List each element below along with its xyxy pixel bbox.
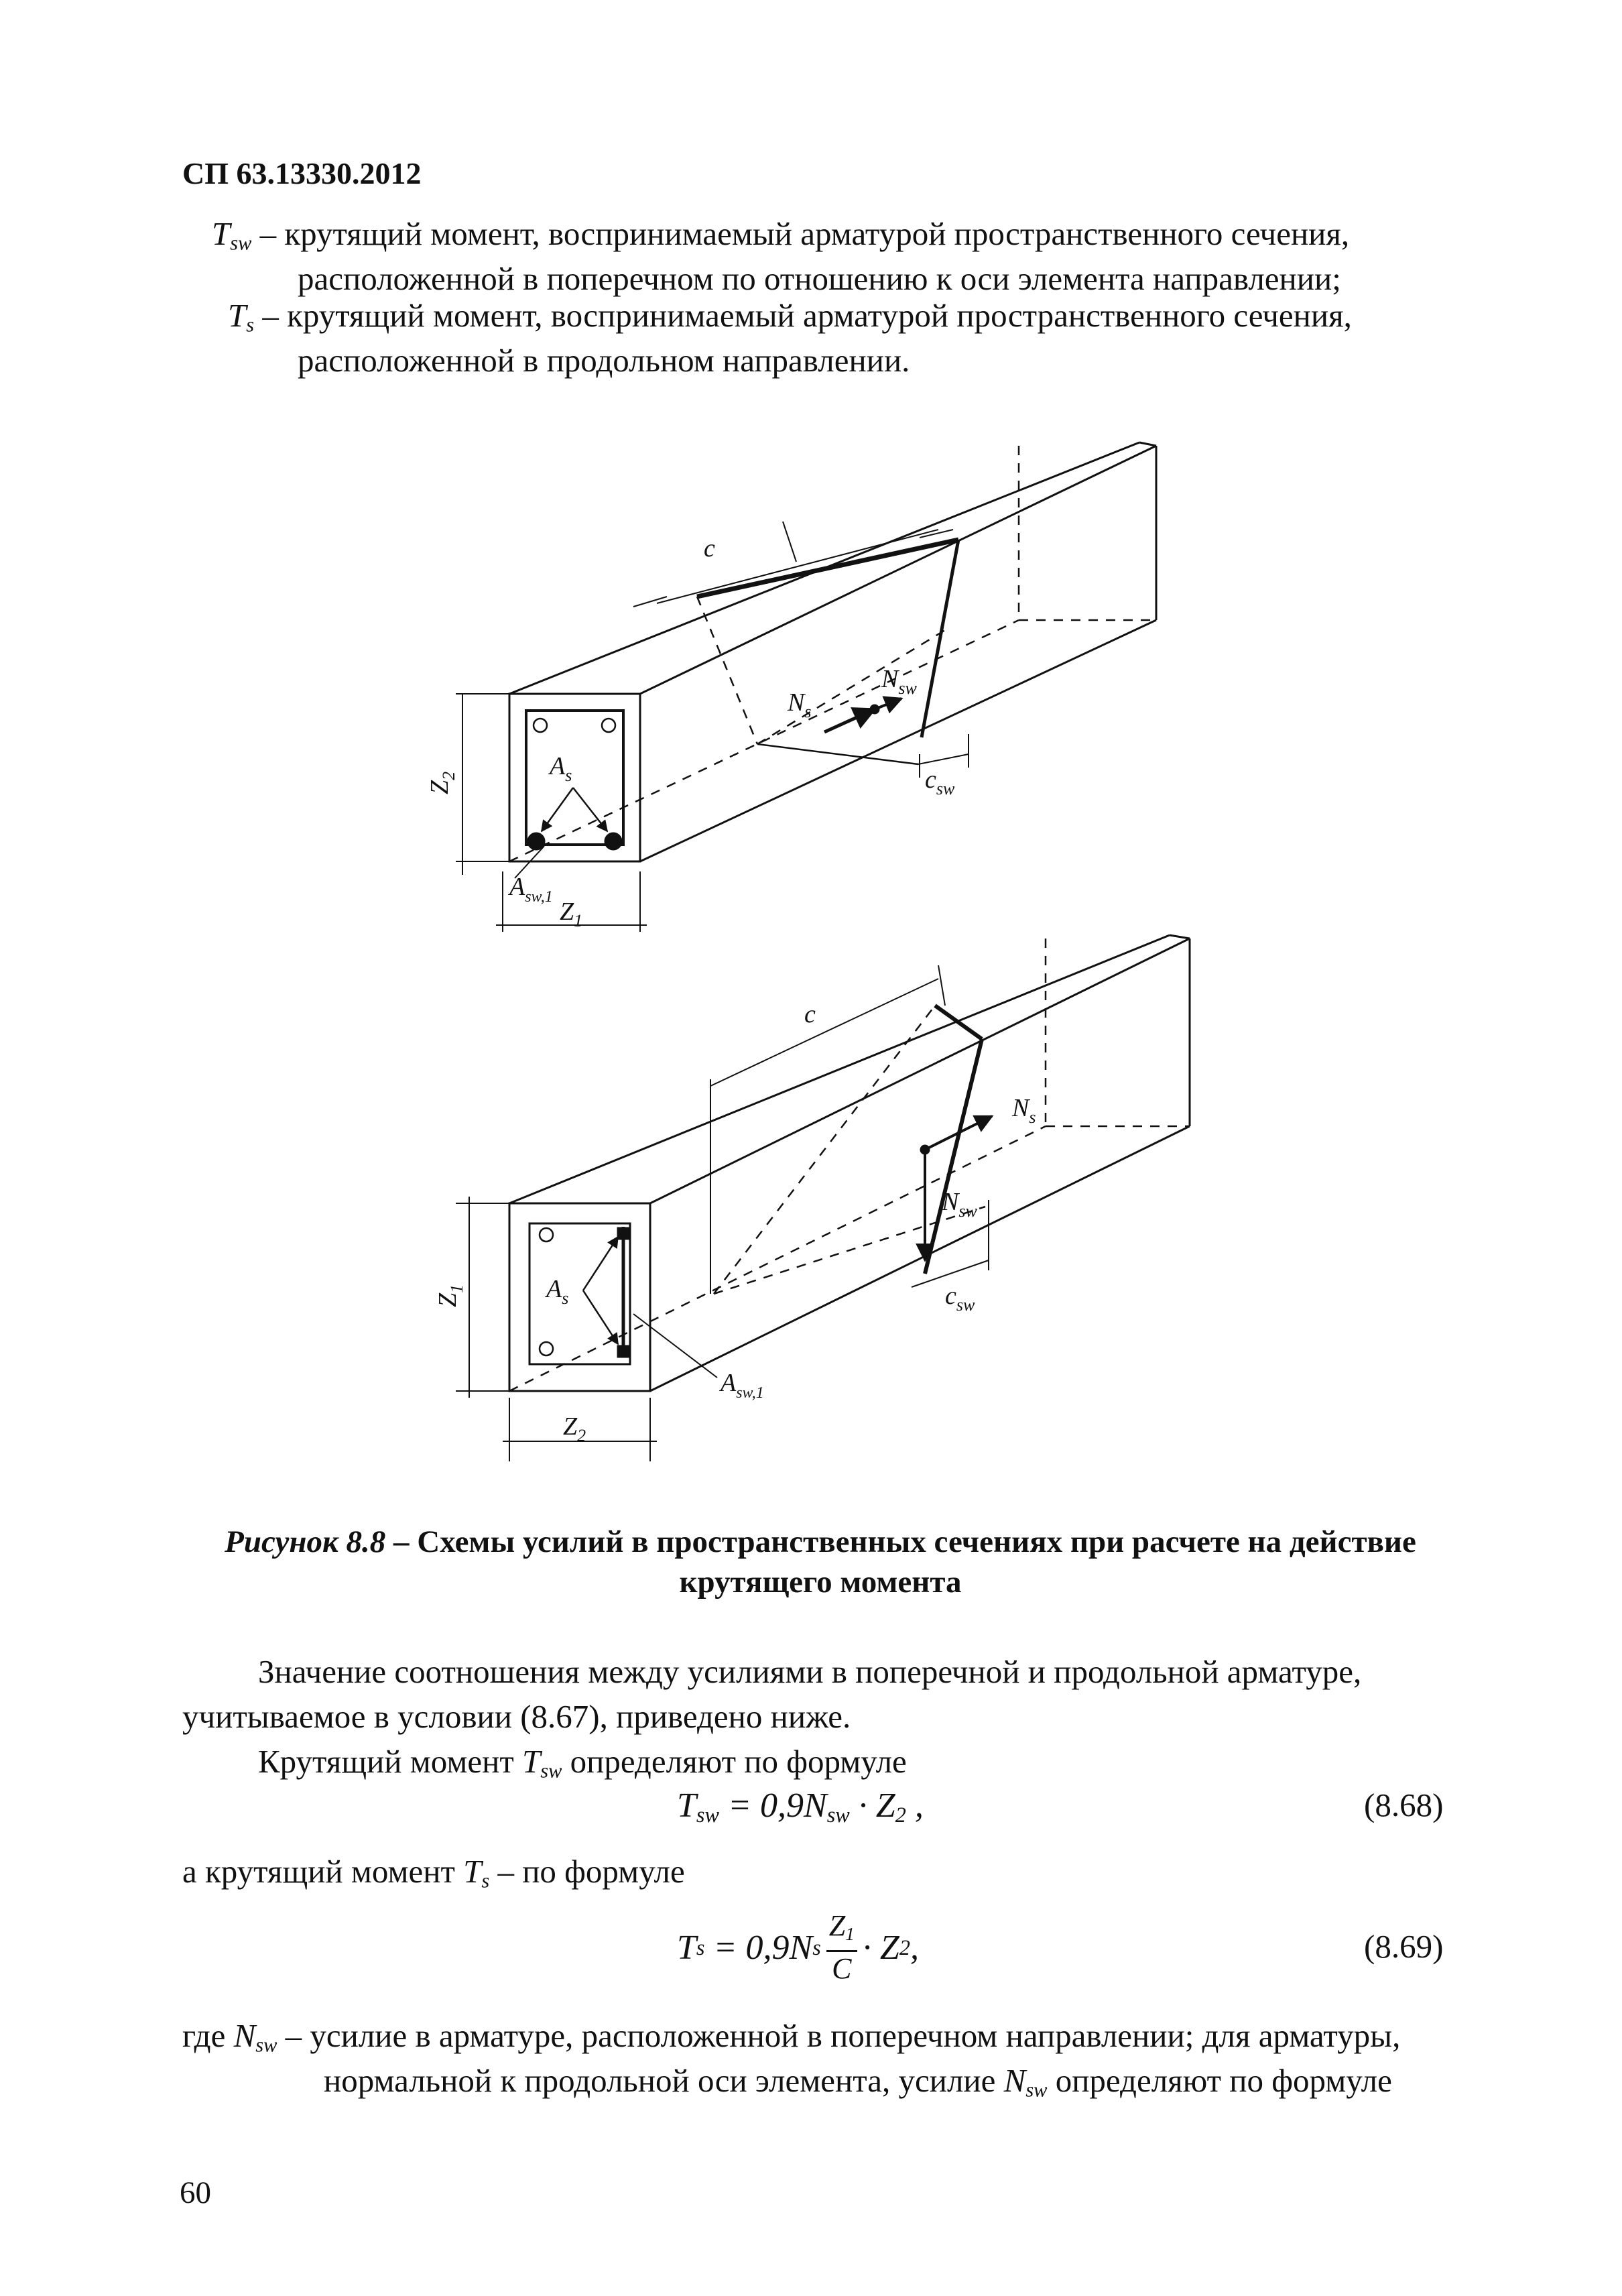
equation-8-69-fraction: $Z_1$ C xyxy=(826,1909,857,1986)
document-code-header: СП 63.13330.2012 xyxy=(182,156,422,190)
figure-caption xyxy=(182,1522,1458,1602)
paragraph-nsw-definition-line2: нормальной к продольной оси элемента, усилие $N_{sw}$ определяют по формуле xyxy=(324,2062,1392,2102)
bottom-label-csw: $c_{sw}$ xyxy=(945,1282,975,1315)
definition-ts-line2: расположенной в продольном направлении. xyxy=(298,342,910,379)
top-label-csw: $c_{sw}$ xyxy=(925,766,955,798)
bottom-label-nsw: $N_{sw}$ xyxy=(942,1188,977,1221)
top-label-nsw: $N_{sw}$ xyxy=(881,665,917,698)
figure-caption-line2: крутящего момента xyxy=(679,1565,962,1599)
figure-caption-label: Рисунок 8.8 xyxy=(225,1524,386,1559)
paragraph-nsw-definition: где $N_{sw}$ – усилие в арматуре, расположенной в поперечном направлении; для арматуры, xyxy=(182,2017,1401,2057)
figure-caption-line1: – Схемы усилий в пространственных сечениях при расчете на действие xyxy=(385,1524,1416,1559)
equation-8-69: T s = 0,9N s $Z_1$ C · Z 2 , xyxy=(677,1909,919,1986)
bottom-label-z2: $Z_2$ xyxy=(563,1412,586,1445)
top-label-asw1: $A_{sw,1}$ xyxy=(509,873,553,906)
top-beam-diagram xyxy=(456,442,1156,932)
bottom-label-z1: $Z_1$ xyxy=(434,1284,466,1307)
equation-8-68: $T_{sw} = 0,9N_{sw} \cdot Z_2$ , xyxy=(677,1787,924,1827)
symbol-tsw: $T_{sw}$ xyxy=(212,215,252,255)
paragraph-ratio-line1: Значение соотношения между усилиями в поперечной и продольной арматуре, xyxy=(258,1653,1362,1690)
symbol-ts: $T_s$ xyxy=(228,297,255,337)
definition-ts: $T_s$ – крутящий момент, воспринимаемый арматурой пространственного сечения, xyxy=(228,297,1352,337)
top-label-z2: $Z_2$ xyxy=(426,771,458,794)
definition-tsw-line2: расположенной в поперечном по отношению к оси элемента направлении; xyxy=(298,260,1341,297)
bottom-label-as: $A_s$ xyxy=(546,1275,569,1308)
top-label-as: $A_s$ xyxy=(550,752,572,785)
top-label-c: c xyxy=(704,534,715,562)
bottom-beam-diagram xyxy=(456,935,1190,1461)
top-label-z1: $Z_1$ xyxy=(560,898,583,930)
equation-number-8-69: (8.69) xyxy=(1364,1928,1444,1965)
definition-tsw: $T_{sw}$ – крутящий момент, воспринимаемый арматурой пространственного сечения, xyxy=(212,215,1350,255)
bottom-label-c: c xyxy=(804,1000,816,1028)
equation-number-8-68: (8.68) xyxy=(1364,1787,1444,1823)
definition-tsw-line1: крутящий момент, воспринимаемый арматурой пространственного сечения, xyxy=(284,215,1350,252)
page-number: 60 xyxy=(180,2175,211,2210)
bottom-label-asw1: $A_{sw,1}$ xyxy=(721,1369,764,1402)
bottom-label-ns: $N_s$ xyxy=(1012,1094,1036,1127)
paragraph-ratio-line2: учитываемое в условии (8.67), приведено ниже. xyxy=(182,1698,851,1735)
definition-ts-line1: крутящий момент, воспринимаемый арматурой пространственного сечения, xyxy=(287,297,1352,334)
paragraph-tsw-intro: Крутящий момент $T_{sw}$ определяют по формуле xyxy=(258,1743,907,1783)
top-label-ns: $N_s$ xyxy=(788,688,812,721)
paragraph-ts-intro: а крутящий момент $T_s$ – по формуле xyxy=(182,1853,685,1892)
